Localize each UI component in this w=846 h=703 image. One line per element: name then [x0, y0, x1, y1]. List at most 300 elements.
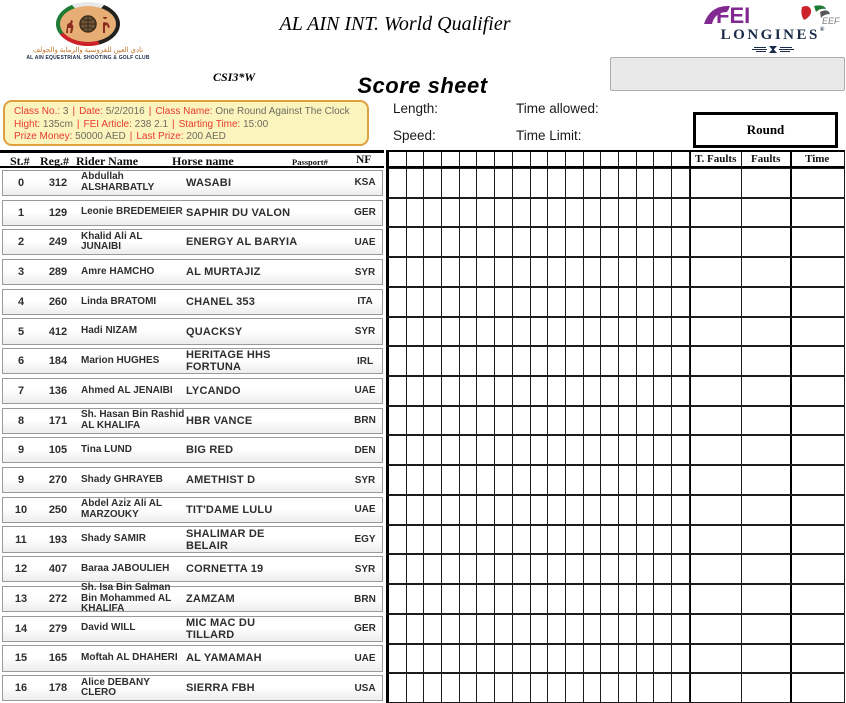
- score-cell: [460, 436, 478, 464]
- fei-logo: [700, 2, 792, 27]
- start-number: 9: [17, 474, 25, 487]
- score-cell: [566, 288, 584, 316]
- start-number: 16: [14, 682, 28, 695]
- score-cell: [548, 555, 566, 583]
- club-name-arabic: نادي العين للفروسية والرماية والجولف: [32, 47, 144, 54]
- info-label: Starting Time:: [178, 118, 244, 130]
- score-cell: [531, 288, 549, 316]
- score-cell: [690, 674, 741, 702]
- score-cell: [495, 526, 513, 554]
- score-cell: [790, 436, 843, 464]
- score-cell: [389, 674, 407, 702]
- nf-code: SYR: [354, 474, 376, 486]
- score-cell: [407, 526, 425, 554]
- score-cell: [531, 258, 549, 286]
- score-cell: [690, 436, 741, 464]
- score-cell: [442, 615, 460, 643]
- score-cell: [531, 615, 549, 643]
- score-cell: [531, 555, 549, 583]
- score-cell: [672, 288, 690, 316]
- score-cell: [672, 152, 690, 166]
- score-cell: [654, 318, 672, 346]
- start-number: 12: [14, 563, 28, 576]
- score-cell: [424, 169, 442, 197]
- competition-category: CSI3*W: [213, 70, 256, 84]
- info-value: 3: [62, 106, 69, 117]
- score-cell: [584, 152, 602, 166]
- score-cell: [566, 377, 584, 405]
- score-cell: [619, 377, 637, 405]
- score-cell: [619, 169, 637, 197]
- table-row: [2, 289, 383, 315]
- score-cell: [654, 347, 672, 375]
- start-number: 11: [15, 533, 27, 546]
- score-cell: [477, 228, 495, 256]
- score-cell: [601, 288, 619, 316]
- score-cell: [637, 496, 655, 524]
- col-header-rider-name: Rider Name: [76, 154, 139, 168]
- rider-name: Moftah AL DHAHERI: [81, 652, 178, 664]
- score-cell: [790, 555, 843, 583]
- rider-name: David WILL: [81, 622, 136, 634]
- start-number: 15: [14, 652, 28, 665]
- score-cell: [442, 169, 460, 197]
- score-cell: [460, 674, 478, 702]
- score-cell: [741, 436, 790, 464]
- score-cell: [389, 258, 407, 286]
- score-cell: [531, 407, 549, 435]
- score-cell: [672, 347, 690, 375]
- score-cell: [513, 436, 531, 464]
- score-cell: [672, 407, 690, 435]
- score-cell: [424, 377, 442, 405]
- score-cell: [619, 407, 637, 435]
- horse-name: CORNETTA 19: [186, 563, 264, 576]
- score-cell: [389, 496, 407, 524]
- score-cell: [654, 288, 672, 316]
- score-cell: [424, 347, 442, 375]
- score-cell: [407, 466, 425, 494]
- table-row: [2, 556, 383, 582]
- score-cell: [672, 199, 690, 227]
- rider-name: Ahmed AL JENAIBI: [81, 384, 173, 396]
- score-cell: [531, 228, 549, 256]
- score-cell: [513, 228, 531, 256]
- score-cell: [389, 318, 407, 346]
- score-cell: [389, 152, 407, 166]
- score-cell: [672, 377, 690, 405]
- table-row: [2, 378, 383, 404]
- score-cell: [389, 585, 407, 613]
- score-cell: [790, 496, 843, 524]
- score-grid-row: [386, 554, 845, 584]
- score-cell: [495, 615, 513, 643]
- score-cell: [477, 674, 495, 702]
- score-cell: [637, 318, 655, 346]
- start-number: 7: [17, 384, 25, 397]
- score-col-header: T. Faults: [690, 152, 741, 166]
- score-cell: [389, 436, 407, 464]
- score-cell: [672, 585, 690, 613]
- score-cell: [513, 585, 531, 613]
- nf-code: DEN: [354, 444, 376, 456]
- score-cell: [442, 674, 460, 702]
- score-cell: [477, 496, 495, 524]
- score-grid-row: [386, 406, 845, 436]
- start-number: 14: [14, 622, 28, 635]
- score-cell: [424, 258, 442, 286]
- speed-label: Speed:: [393, 128, 436, 143]
- info-value: 5/2/2016: [105, 106, 145, 117]
- score-cell: [442, 407, 460, 435]
- start-number: 9: [17, 444, 25, 457]
- reg-number: 250: [48, 503, 68, 516]
- score-cell: [741, 288, 790, 316]
- score-grid-row: [386, 495, 845, 525]
- horse-name: QUACKSY: [186, 325, 243, 338]
- score-cell: [654, 169, 672, 197]
- score-cell: [790, 585, 843, 613]
- score-cell: [531, 377, 549, 405]
- score-cell: [672, 645, 690, 673]
- rider-name: Amre HAMCHO: [81, 265, 155, 277]
- nf-code: EGY: [354, 534, 376, 546]
- score-cell: [672, 496, 690, 524]
- score-cell: [531, 496, 549, 524]
- score-cell: [442, 152, 460, 166]
- score-cell: [566, 228, 584, 256]
- score-cell: [584, 466, 602, 494]
- score-cell: [637, 258, 655, 286]
- start-number: 13: [14, 593, 28, 605]
- info-value: 238 2.1: [134, 118, 169, 130]
- score-cell: [637, 466, 655, 494]
- score-cell: [690, 615, 741, 643]
- class-info-box: [3, 100, 369, 146]
- score-cell: [601, 585, 619, 613]
- reg-number: 270: [48, 474, 68, 487]
- start-number: 8: [17, 414, 25, 427]
- start-number: 5: [17, 325, 25, 338]
- score-cell: [601, 152, 619, 166]
- col-header-nf: NF: [356, 154, 372, 166]
- score-cell: [531, 318, 549, 346]
- score-cell: [690, 199, 741, 227]
- score-grid-row: [386, 376, 845, 406]
- score-cell: [584, 169, 602, 197]
- col-header-reg-number: Reg.#: [40, 154, 69, 168]
- nf-code: SYR: [354, 563, 376, 575]
- reg-number: 136: [48, 384, 68, 397]
- score-cell: [424, 407, 442, 435]
- score-cell: [424, 436, 442, 464]
- nf-code: USA: [354, 682, 376, 694]
- score-cell: [460, 407, 478, 435]
- info-label: Last Prize:: [136, 131, 187, 143]
- score-cell: [619, 496, 637, 524]
- score-cell: [741, 555, 790, 583]
- reg-number: 260: [48, 295, 68, 308]
- score-cell: [601, 258, 619, 286]
- table-row: [2, 348, 383, 374]
- start-number: 6: [17, 355, 25, 368]
- score-cell: [619, 228, 637, 256]
- rider-name: Abdullah ALSHARBATLY: [81, 171, 155, 193]
- score-cell: [654, 377, 672, 405]
- score-cell: [477, 645, 495, 673]
- score-cell: [690, 466, 741, 494]
- score-cell: [460, 152, 478, 166]
- score-cell: [460, 377, 478, 405]
- start-number: 2: [17, 236, 25, 249]
- score-cell: [531, 526, 549, 554]
- score-cell: [741, 318, 790, 346]
- score-cell: [442, 258, 460, 286]
- score-cell: [584, 377, 602, 405]
- start-number: 3: [17, 266, 25, 279]
- score-cell: [654, 526, 672, 554]
- reg-number: 105: [48, 444, 68, 457]
- score-cell: [513, 496, 531, 524]
- score-cell: [513, 258, 531, 286]
- score-cell: [477, 258, 495, 286]
- horse-name: HERITAGE HHS FORTUNA: [186, 349, 271, 374]
- rider-name: Abdel Aziz Ali AL MARZOUKY: [81, 498, 162, 520]
- info-value: 135cm: [42, 118, 73, 130]
- score-cell: [460, 288, 478, 316]
- table-row: [2, 467, 383, 493]
- score-cell: [741, 674, 790, 702]
- score-cell: [513, 526, 531, 554]
- score-cell: [584, 526, 602, 554]
- score-cell: [477, 169, 495, 197]
- score-grid-row: [386, 644, 845, 674]
- score-cell: [790, 318, 843, 346]
- score-cell: [513, 674, 531, 702]
- score-grid-row: [386, 584, 845, 614]
- time-allowed-label: Time allowed:: [516, 101, 599, 116]
- score-cell: [741, 407, 790, 435]
- score-cell: [531, 199, 549, 227]
- score-cell: [477, 347, 495, 375]
- score-cell: [690, 585, 741, 613]
- score-cell: [619, 199, 637, 227]
- score-cell: [460, 555, 478, 583]
- score-cell: [513, 407, 531, 435]
- nf-code: KSA: [354, 177, 376, 189]
- score-cell: [548, 585, 566, 613]
- score-cell: [690, 377, 741, 405]
- horse-name: SAPHIR DU VALON: [186, 206, 291, 219]
- score-cell: [442, 496, 460, 524]
- score-cell: [442, 645, 460, 673]
- score-cell: [672, 436, 690, 464]
- start-list-header: [0, 150, 384, 168]
- score-cell: [495, 407, 513, 435]
- score-cell: [601, 496, 619, 524]
- round-label: Round: [746, 122, 785, 137]
- score-cell: [790, 615, 843, 643]
- score-cell: [619, 526, 637, 554]
- horse-name: WASABI: [186, 176, 232, 189]
- score-cell: [531, 674, 549, 702]
- target-globe-icon: [78, 14, 98, 34]
- nf-code: GER: [354, 623, 376, 635]
- score-cell: [460, 258, 478, 286]
- info-label: Class Name:: [155, 106, 216, 117]
- horse-name: AMETHIST D: [186, 474, 256, 487]
- score-cell: [548, 615, 566, 643]
- table-row: [2, 170, 383, 196]
- score-cell: [601, 555, 619, 583]
- score-cell: [601, 169, 619, 197]
- score-cell: [619, 152, 637, 166]
- score-cell: [389, 645, 407, 673]
- score-cell: [407, 228, 425, 256]
- score-cell: [495, 555, 513, 583]
- score-cell: [424, 555, 442, 583]
- length-label: Length:: [393, 101, 439, 116]
- score-cell: [619, 466, 637, 494]
- eef-logo-text: EEF: [822, 16, 840, 26]
- info-label: Prize Money:: [14, 131, 76, 143]
- score-cell: [424, 228, 442, 256]
- score-cell: [654, 152, 672, 166]
- score-cell: [566, 258, 584, 286]
- score-cell: [566, 199, 584, 227]
- score-cell: [442, 228, 460, 256]
- score-cell: [442, 436, 460, 464]
- time-limit-label: Time Limit:: [516, 128, 582, 143]
- score-cell: [654, 555, 672, 583]
- score-cell: [637, 615, 655, 643]
- rider-name: Shady SAMIR: [81, 533, 147, 545]
- score-grid-header: [386, 150, 845, 168]
- score-cell: [741, 466, 790, 494]
- info-value: 200 AED: [186, 131, 226, 143]
- reg-number: 171: [48, 414, 68, 427]
- score-cell: [619, 288, 637, 316]
- eef-logo: [796, 4, 844, 27]
- score-cell: [460, 169, 478, 197]
- rider-name: Tina LUND: [81, 444, 132, 456]
- score-cell: [637, 169, 655, 197]
- score-cell: [790, 258, 843, 286]
- score-cell: [672, 318, 690, 346]
- score-cell: [442, 466, 460, 494]
- score-cell: [548, 496, 566, 524]
- score-cell: [513, 645, 531, 673]
- score-cell: [389, 466, 407, 494]
- score-cell: [619, 258, 637, 286]
- score-cell: [601, 407, 619, 435]
- score-cell: [548, 228, 566, 256]
- score-cell: [460, 585, 478, 613]
- score-cell: [741, 258, 790, 286]
- score-cell: [566, 169, 584, 197]
- score-cell: [407, 169, 425, 197]
- score-cell: [513, 288, 531, 316]
- score-cell: [566, 526, 584, 554]
- score-cell: [619, 645, 637, 673]
- score-cell: [424, 496, 442, 524]
- class-info-line: [14, 119, 367, 132]
- score-cell: [531, 585, 549, 613]
- score-cell: [548, 258, 566, 286]
- score-cell: [566, 674, 584, 702]
- table-row: [2, 645, 383, 671]
- score-cell: [672, 169, 690, 197]
- info-value: One Round Against The Clock: [215, 106, 350, 117]
- score-cell: [584, 496, 602, 524]
- club-logo-flag-ring: [56, 2, 120, 46]
- score-cell: [566, 496, 584, 524]
- score-cell: [741, 615, 790, 643]
- reg-number: 289: [48, 266, 68, 279]
- score-cell: [495, 152, 513, 166]
- score-cell: [690, 318, 741, 346]
- score-cell: [619, 318, 637, 346]
- score-cell: [601, 228, 619, 256]
- score-cell: [477, 436, 495, 464]
- nf-code: BRN: [354, 593, 376, 605]
- score-cell: [619, 674, 637, 702]
- score-cell: [637, 645, 655, 673]
- reg-number: 412: [48, 325, 68, 338]
- score-cell: [601, 436, 619, 464]
- info-value: 15:00: [243, 118, 269, 130]
- score-cell: [477, 407, 495, 435]
- score-cell: [495, 258, 513, 286]
- col-header-passport: Passport#: [292, 157, 328, 167]
- horse-name: ENERGY AL BARYIA: [186, 236, 298, 249]
- score-cell: [460, 526, 478, 554]
- score-cell: [637, 152, 655, 166]
- score-cell: [790, 466, 843, 494]
- score-cell: [654, 674, 672, 702]
- rider-name: Hadi NIZAM: [81, 325, 138, 337]
- score-col-header: Time: [790, 152, 843, 166]
- start-number: 0: [17, 176, 25, 189]
- score-cell: [566, 466, 584, 494]
- score-cell: [442, 347, 460, 375]
- score-cell: [741, 585, 790, 613]
- score-grid-row: [386, 168, 845, 198]
- score-grid-row: [386, 198, 845, 228]
- score-cell: [741, 496, 790, 524]
- score-cell: [477, 585, 495, 613]
- score-cell: [741, 199, 790, 227]
- score-cell: [460, 615, 478, 643]
- score-cell: [495, 318, 513, 346]
- score-cell: [690, 407, 741, 435]
- score-cell: [548, 377, 566, 405]
- score-cell: [619, 615, 637, 643]
- score-cell: [654, 407, 672, 435]
- score-cell: [424, 466, 442, 494]
- score-cell: [672, 258, 690, 286]
- score-cell: [584, 258, 602, 286]
- score-cell: [584, 555, 602, 583]
- score-cell: [407, 645, 425, 673]
- col-header-start-number: St.#: [10, 154, 30, 168]
- rider-name: Sh. Hasan Bin Rashid AL KHALIFA: [81, 409, 185, 431]
- horse-rider-icon: [64, 17, 76, 35]
- score-cell: [566, 436, 584, 464]
- score-cell: [566, 645, 584, 673]
- score-cell: [495, 288, 513, 316]
- score-cell: [389, 228, 407, 256]
